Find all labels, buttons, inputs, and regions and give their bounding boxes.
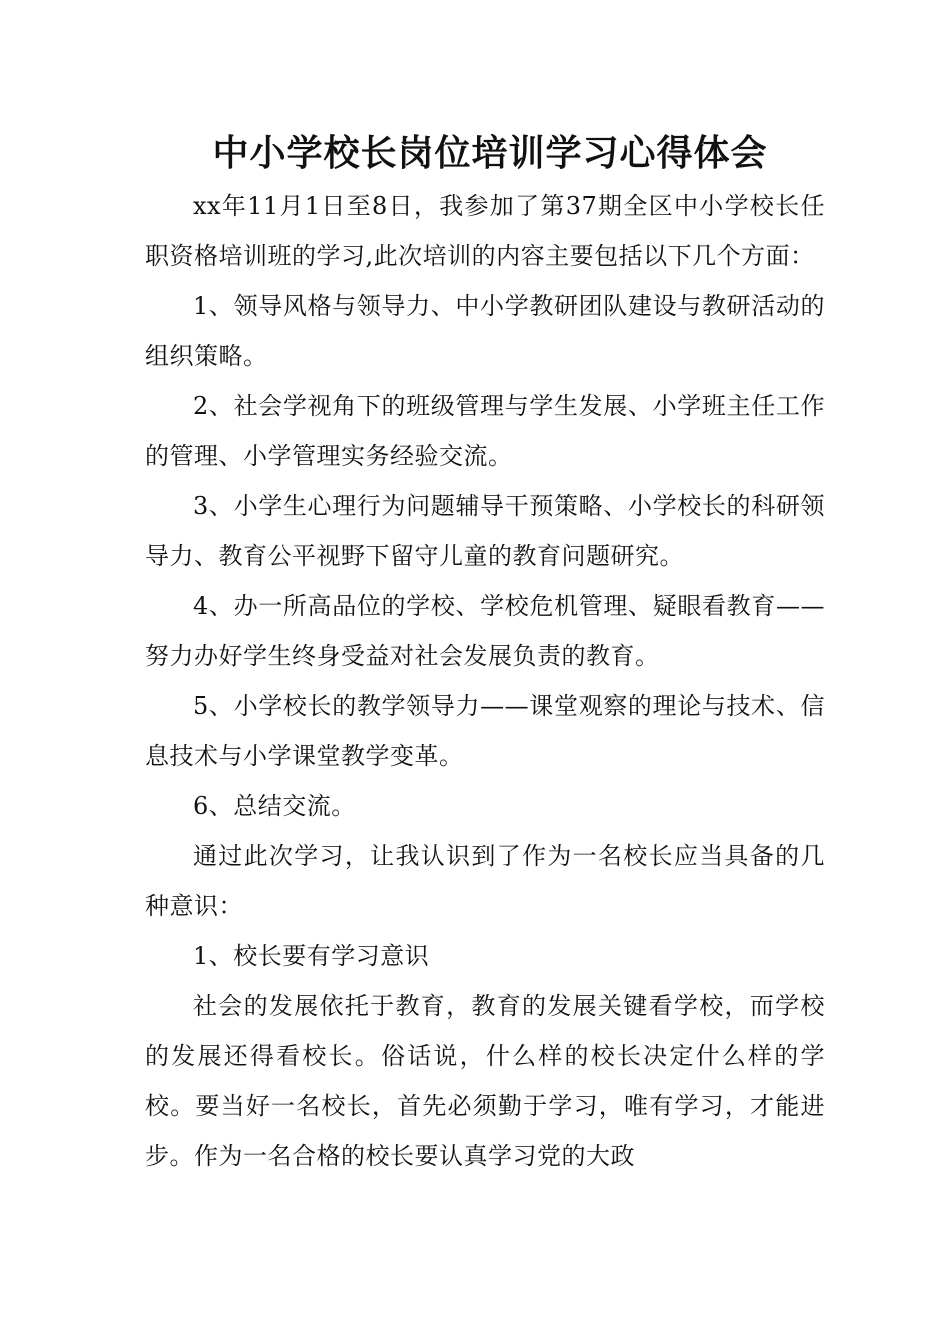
paragraph-learning-body: 社会的发展依托于教育，教育的发展关键看学校，而学校的发展还得看校长。俗话说，什么样的校长决定什么样的学校。要当好一名校长，首先必须勤于学习，唯有学习，才能进步。作为一名合格的校长要认真学习党的大政 — [145, 992, 825, 1170]
document-title: 中小学校长岗位培训学习心得体会 — [212, 132, 768, 174]
paragraph-awareness-intro: 通过此次学习，让我认识到了作为一名校长应当具备的几种意识： — [145, 842, 825, 920]
paragraph-item-3: 3、小学生心理行为问题辅导干预策略、小学校长的科研领导力、教育公平视野下留守儿童的教育问题研究。 — [145, 492, 825, 570]
paragraph-intro: xx年11月1日至8日，我参加了第37期全区中小学校长任职资格培训班的学习,此次培训的内容主要包括以下几个方面： — [145, 192, 825, 270]
document-page — [145, 125, 825, 1181]
paragraph-item-2: 2、社会学视角下的班级管理与学生发展、小学班主任工作的管理、小学管理实务经验交流。 — [145, 392, 825, 470]
paragraph-item-5: 5、小学校长的教学领导力——课堂观察的理论与技术、信息技术与小学课堂教学变革。 — [145, 692, 825, 770]
paragraph-item-6: 6、总结交流。 — [193, 792, 356, 820]
section-heading-learning: 1、校长要有学习意识 — [193, 942, 430, 970]
paragraph-item-4: 4、办一所高品位的学校、学校危机管理、疑眼看教育——努力办好学生终身受益对社会发展负责的教育。 — [145, 592, 825, 670]
paragraph-item-1: 1、领导风格与领导力、中小学教研团队建设与教研活动的组织策略。 — [145, 292, 825, 370]
